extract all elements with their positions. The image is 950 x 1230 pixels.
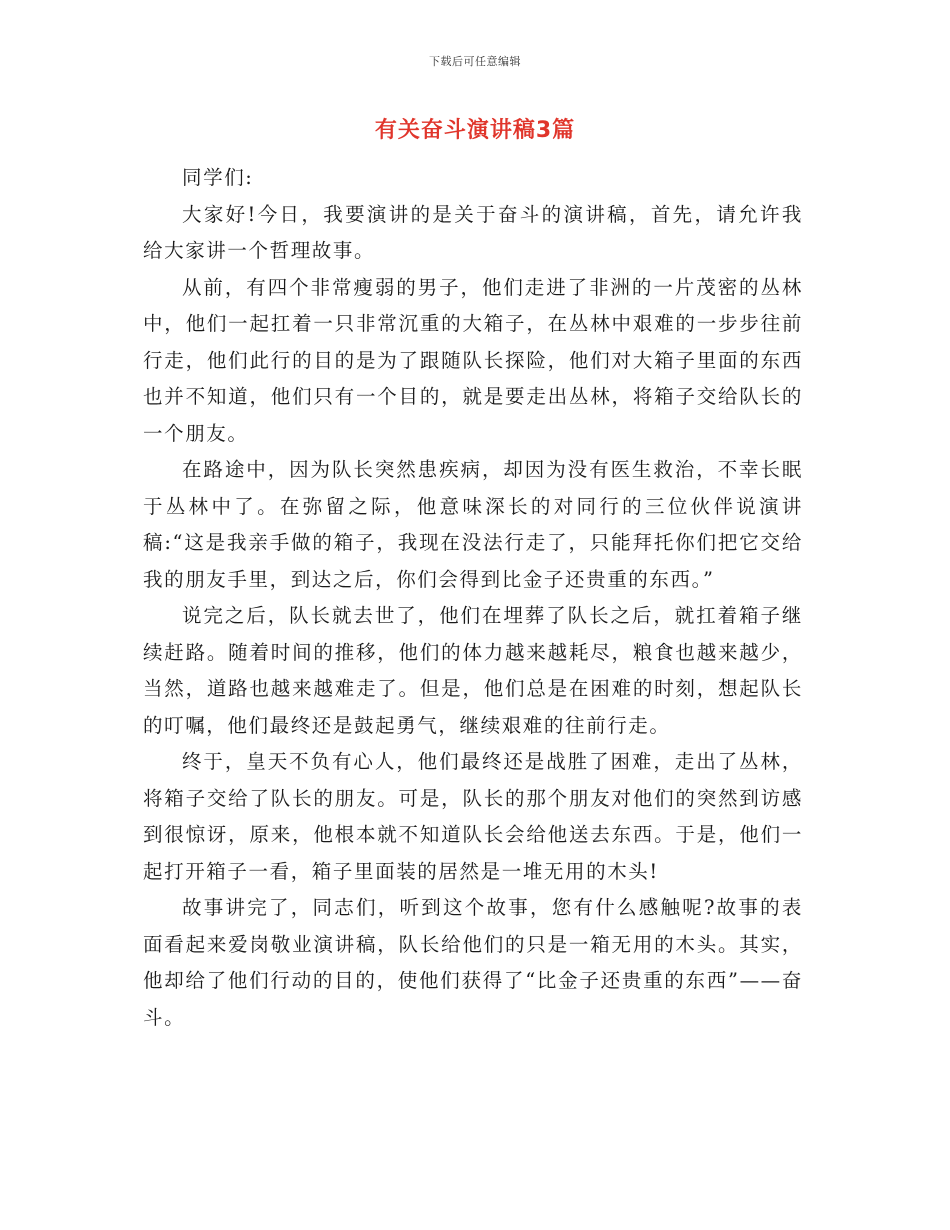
story-paragraph: 说完之后，队长就去世了，他们在埋葬了队长之后，就扛着箱子继续赶路。随着时间的推移，他们的体力越来越耗尽，粮食也越来越少，当然，道路也越来越难走了。但是，他们总是在困难的时刻，想起队长的叮嘱，他们最终还是鼓起勇气，继续艰难的往前行走。 [143, 604, 803, 737]
document-title: 有关奋斗演讲稿3篇 [374, 118, 576, 143]
story-paragraph: 从前，有四个非常瘦弱的男子，他们走进了非洲的一片茂密的丛林中，他们一起扛着一只非常沉重的大箱子，在丛林中艰难的一步步往前行走，他们此行的目的是为了跟随队长探险，他们对大箱子里面的东西也并不知道，他们只有一个目的，就是要走出丛林，将箱子交给队长的一个朋友。 [143, 275, 803, 445]
story-paragraph: 在路途中，因为队长突然患疾病，却因为没有医生救治，不幸长眠于丛林中了。在弥留之际，他意味深长的对同行的三位伙伴说演讲稿:“这是我亲手做的箱子，我现在没法行走了，只能拜托你们把它交给我的朋友手里，到达之后，你们会得到比金子还贵重的东西。” [143, 458, 803, 591]
intro-paragraph: 大家好!今日，我要演讲的是关于奋斗的演讲稿，首先，请允许我给大家讲一个哲理故事。 [143, 202, 803, 262]
story-paragraph: 终于，皇天不负有心人，他们最终还是战胜了困难，走出了丛林，将箱子交给了队长的朋友。可是，队长的那个朋友对他们的突然到访感到很惊讶，原来，他根本就不知道队长会给他送去东西。于是，他们一起打开箱子一看，箱子里面装的居然是一堆无用的木头! [143, 750, 803, 883]
greeting-paragraph: 同学们: [182, 166, 254, 189]
document-body [143, 160, 803, 1036]
conclusion-paragraph: 故事讲完了，同志们，听到这个故事，您有什么感触呢?故事的表面看起来爱岗敬业演讲稿，队长给他们的只是一箱无用的木头。其实，他却给了他们行动的目的，使他们获得了“比金子还贵重的东西”——奋斗。 [143, 896, 803, 1029]
header-note: 下载后可任意编辑 [429, 55, 521, 68]
